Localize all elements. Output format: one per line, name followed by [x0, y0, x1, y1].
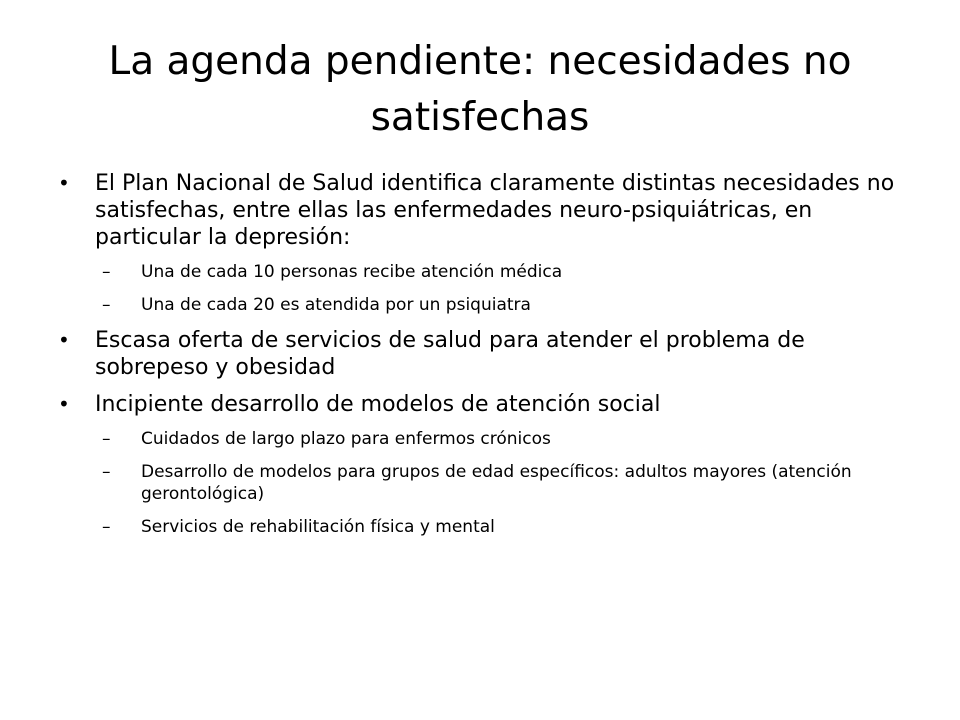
- sub-marker: –: [102, 429, 111, 449]
- sub-list: [58, 428, 918, 538]
- sub-text: Cuidados de largo plazo para enfermos crónicos: [141, 429, 551, 449]
- sub-item: [58, 294, 918, 316]
- sub-text: Una de cada 10 personas recibe atención médica: [141, 262, 563, 282]
- bullet-marker: •: [58, 328, 70, 352]
- sub-marker: –: [102, 517, 111, 537]
- sub-marker: –: [102, 462, 111, 482]
- bullet-text: El Plan Nacional de Salud identifica claramente distintas necesidades no satisfechas, entre ellas las enfermedades neuro-psiquiátricas, en particular la depresión:: [95, 171, 895, 250]
- bullet-text: Escasa oferta de servicios de salud para atender el problema de sobrepeso y obesidad: [95, 328, 805, 380]
- sub-item: [58, 516, 918, 538]
- sub-text: Servicios de rehabilitación física y mental: [141, 517, 495, 537]
- sub-item: [58, 461, 918, 505]
- slide-title: La agenda pendiente: necesidades no satisfechas: [108, 39, 852, 140]
- bullet-item: [58, 170, 918, 251]
- slide-content: [58, 170, 918, 549]
- bullet-text: Incipiente desarrollo de modelos de atención social: [95, 392, 661, 417]
- sub-item: [58, 428, 918, 450]
- sub-item: [58, 261, 918, 283]
- bullet-item: [58, 327, 918, 381]
- sub-text: Desarrollo de modelos para grupos de edad específicos: adultos mayores (atención gerontológica): [141, 462, 852, 504]
- sub-text: Una de cada 20 es atendida por un psiquiatra: [141, 295, 531, 315]
- sub-marker: –: [102, 295, 111, 315]
- bullet-marker: •: [58, 171, 70, 195]
- sub-marker: –: [102, 262, 111, 282]
- sub-list: [58, 261, 918, 316]
- bullet-item: [58, 391, 918, 418]
- bullet-marker: •: [58, 392, 70, 416]
